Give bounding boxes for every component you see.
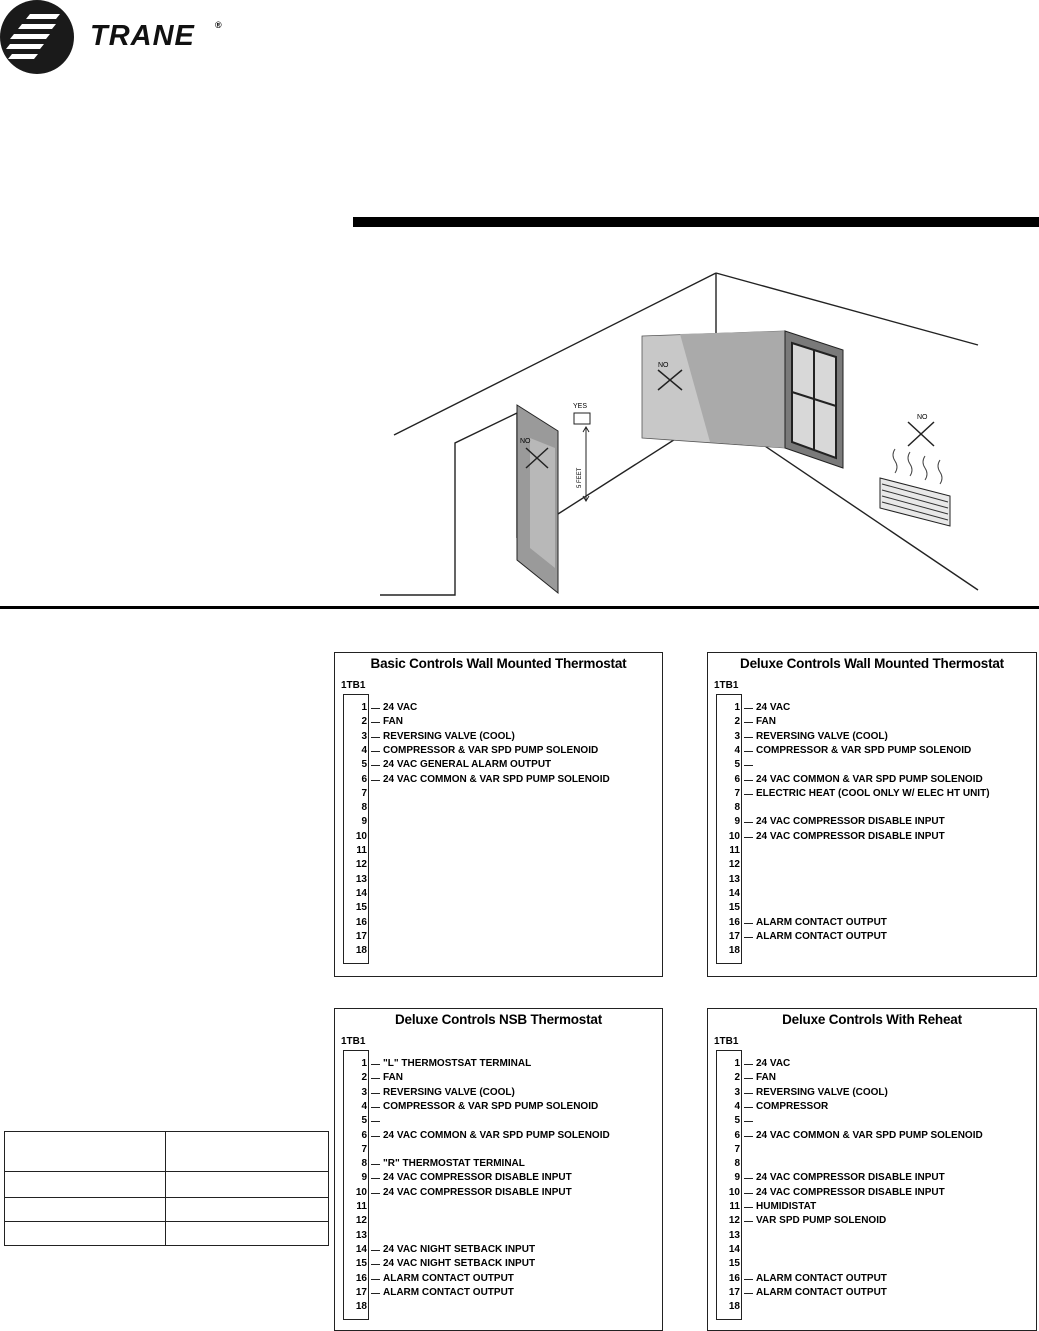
terminal-label: "R" THERMOSTAT TERMINAL [383,1158,525,1170]
terminal-number: 11 [356,845,367,856]
terminal-lead [744,1107,753,1108]
terminal-row [716,1071,1039,1085]
brand-wordmark: TRANE [90,20,195,52]
header-rule [353,217,1039,227]
table-cell [166,1222,329,1246]
terminal-row [343,1200,673,1214]
terminal-number: 12 [355,859,367,871]
table-cell [166,1172,329,1198]
terminal-label: 24 VAC COMPRESSOR DISABLE INPUT [756,1186,945,1198]
registered-mark: ® [215,20,222,30]
terminal-lead [744,937,753,938]
terminal-row [343,944,673,958]
terminal-number: 11 [729,1201,740,1212]
terminal-number: 10 [355,1186,367,1198]
terminal-label: 24 VAC [756,702,791,713]
terminal-label: 24 VAC [383,702,418,713]
terminal-number: 18 [728,945,740,957]
terminal-lead [744,1093,753,1094]
terminal-number: 2 [361,1072,367,1084]
terminal-number: 5 [734,1115,740,1127]
terminal-label: HUMIDISTAT [756,1201,817,1212]
terminal-lead [744,822,753,823]
terminal-lead [371,1178,380,1179]
terminal-row [343,758,673,772]
terminal-lead [744,737,753,738]
terminal-row [716,873,1039,887]
terminal-label: ALARM CONTACT OUTPUT [383,1286,514,1298]
terminal-lead [744,923,753,924]
terminal-label: REVERSING VALVE (COOL) [383,1086,515,1098]
terminal-label: "L" THERMOSTSAT TERMINAL [383,1058,532,1069]
terminal-row [343,1272,673,1286]
terminal-number: 17 [355,930,367,942]
terminal-lead [744,1279,753,1280]
terminal-lead [744,1136,753,1137]
terminal-number: 12 [728,859,740,871]
panel-title: Deluxe Controls NSB Thermostat [394,1012,603,1027]
terminal-lead [744,1207,753,1208]
terminal-lead [371,708,380,709]
terminal-lead [371,1064,380,1065]
terminal-number: 13 [728,1229,740,1241]
terminal-label: 24 VAC COMMON & VAR SPD PUMP SOLENOID [383,773,610,785]
terminal-row [716,1100,1039,1114]
terminal-number: 7 [361,1143,367,1155]
trane-logo-mark [0,0,74,74]
terminal-row [343,1243,673,1257]
terminal-row [716,1129,1039,1143]
terminal-number: 6 [361,1129,367,1141]
terminal-row [343,858,673,872]
terminal-number: 2 [734,716,740,728]
terminal-lead [744,780,753,781]
terminal-lead [744,837,753,838]
window-no-label: NO [658,362,669,369]
terminal-number: 2 [361,716,367,728]
terminal-row [343,744,673,758]
terminal-row [716,1243,1039,1257]
terminal-label: 24 VAC NIGHT SETBACK INPUT [383,1258,536,1270]
terminal-number: 8 [734,802,740,814]
terminal-lead [744,1078,753,1079]
terminal-number: 16 [355,916,367,928]
terminal-row [343,1229,673,1243]
terminal-label: COMPRESSOR & VAR SPD PUMP SOLENOID [756,744,972,756]
terminal-row [343,730,673,744]
terminal-row [716,730,1039,744]
terminal-lead [744,1293,753,1294]
terminal-row [716,944,1039,958]
terminal-number: 8 [361,1158,367,1170]
terminal-lead [744,1121,753,1122]
terminal-row [716,858,1039,872]
terminal-row [716,787,1039,801]
terminal-row [343,1114,673,1128]
terminal-lead [371,1078,380,1079]
terminal-row [716,930,1039,944]
terminal-label: ALARM CONTACT OUTPUT [756,930,887,942]
terminal-number: 18 [355,1301,367,1313]
terminal-number: 7 [361,787,367,799]
terminal-row [716,801,1039,815]
terminal-row [343,1100,673,1114]
terminal-lead [744,1193,753,1194]
terminal-label: 24 VAC NIGHT SETBACK INPUT [383,1243,536,1255]
terminal-number: 3 [734,1086,740,1098]
panel-title: Basic Controls Wall Mounted Thermostat [370,656,627,671]
terminal-lead [744,1221,753,1222]
terminal-row [716,815,1039,829]
terminal-number: 9 [734,1172,740,1184]
terminal-number: 6 [734,773,740,785]
terminal-lead [371,1250,380,1251]
terminal-lead [371,737,380,738]
terminal-row [343,830,673,844]
terminal-number: 15 [728,1258,740,1270]
terminal-label: 24 VAC COMPRESSOR DISABLE INPUT [383,1172,572,1184]
terminal-number: 1 [734,1058,740,1069]
terminal-row [343,1186,673,1200]
terminal-lead [371,1164,380,1165]
terminal-row [716,1214,1039,1228]
terminal-number: 8 [361,802,367,814]
terminal-number: 18 [728,1301,740,1313]
terminal-row [716,1157,1039,1171]
terminal-row [716,901,1039,915]
terminal-row [343,901,673,915]
terminal-lead [371,780,380,781]
terminal-number: 12 [355,1215,367,1227]
terminal-label: ALARM CONTACT OUTPUT [756,916,887,928]
panel-basic-wall-thermostat [334,652,663,977]
terminal-label: FAN [756,716,776,728]
terminal-lead [744,794,753,795]
terminal-number: 7 [734,1143,740,1155]
terminal-number: 10 [728,1186,740,1198]
terminal-lead [371,1279,380,1280]
table-cell [5,1172,166,1198]
terminal-row [716,1114,1039,1128]
terminal-number: 17 [728,1286,740,1298]
terminal-number: 4 [361,744,367,756]
terminal-number: 8 [734,1158,740,1170]
terminal-row [716,844,1039,858]
terminal-number: 15 [355,1258,367,1270]
terminal-row [716,1057,1039,1071]
terminal-label: 24 VAC COMMON & VAR SPD PUMP SOLENOID [756,773,983,785]
terminal-row [343,1214,673,1228]
terminal-row [343,701,673,715]
terminal-label: REVERSING VALVE (COOL) [756,1086,888,1098]
terminal-lead [744,751,753,752]
thermostat-yes-icon [574,413,590,424]
terminal-label: FAN [383,1072,403,1084]
terminal-label: ELECTRIC HEAT (COOL ONLY W/ ELEC HT UNIT) [756,787,990,799]
table-cell [5,1222,166,1246]
terminal-block-label: 1TB1 [341,680,366,691]
terminal-label: REVERSING VALVE (COOL) [383,730,515,742]
five-feet-label: 5 FEET [577,467,583,488]
terminal-row [343,844,673,858]
terminal-row [716,1186,1039,1200]
terminal-number: 3 [361,1086,367,1098]
heater-no-cross [908,422,934,446]
heater-no-label: NO [917,414,928,421]
terminal-row [716,1257,1039,1271]
terminal-lead [371,1093,380,1094]
terminal-number: 13 [355,1229,367,1241]
terminal-number: 3 [361,730,367,742]
panel-deluxe-nsb-thermostat [334,1008,663,1331]
table-cell [5,1198,166,1222]
terminal-label: VAR SPD PUMP SOLENOID [756,1215,887,1227]
terminal-row [343,773,673,787]
terminal-row [343,1057,673,1071]
terminal-number: 1 [734,702,740,713]
trane-logo [0,0,230,74]
panel-deluxe-with-reheat [707,1008,1037,1331]
terminal-label: 24 VAC COMMON & VAR SPD PUMP SOLENOID [383,1129,610,1141]
terminal-number: 1 [361,1058,367,1069]
terminal-number: 17 [728,930,740,942]
terminal-number: 14 [728,1243,740,1255]
terminal-row [343,1257,673,1271]
yes-label: YES [573,403,588,410]
terminal-number: 4 [361,1100,367,1112]
terminal-number: 4 [734,1100,740,1112]
terminal-lead [371,751,380,752]
terminal-row [716,1286,1039,1300]
terminal-number: 14 [728,887,740,899]
panel-deluxe-wall-thermostat [707,652,1037,977]
terminal-label: 24 VAC COMPRESSOR DISABLE INPUT [383,1186,572,1198]
terminal-number: 18 [355,945,367,957]
terminal-number: 13 [355,873,367,885]
terminal-number: 11 [356,1201,367,1212]
terminal-number: 6 [361,773,367,785]
terminal-lead [371,1121,380,1122]
terminal-lead [371,1193,380,1194]
terminal-row [716,701,1039,715]
terminal-label: 24 VAC COMPRESSOR DISABLE INPUT [756,1172,945,1184]
terminal-row [343,801,673,815]
terminal-number: 9 [361,1172,367,1184]
terminal-number: 16 [355,1272,367,1284]
terminal-label: 24 VAC COMPRESSOR DISABLE INPUT [756,816,945,828]
terminal-number: 7 [734,787,740,799]
terminal-lead [371,765,380,766]
terminal-lead [371,1293,380,1294]
terminal-lead [371,1136,380,1137]
terminal-row [343,1157,673,1171]
terminal-number: 10 [355,830,367,842]
terminal-number: 17 [355,1286,367,1298]
terminal-lead [371,1107,380,1108]
terminal-row [716,1171,1039,1185]
terminal-label: FAN [756,1072,776,1084]
terminal-label: COMPRESSOR & VAR SPD PUMP SOLENOID [383,1100,599,1112]
terminal-label: REVERSING VALVE (COOL) [756,730,888,742]
terminal-label: 24 VAC COMMON & VAR SPD PUMP SOLENOID [756,1129,983,1141]
terminal-row [716,758,1039,772]
terminal-row [343,1286,673,1300]
terminal-label: COMPRESSOR & VAR SPD PUMP SOLENOID [383,744,599,756]
terminal-row [343,787,673,801]
thermostat-placement-illustration [380,268,1039,598]
terminal-row [716,1086,1039,1100]
terminal-block-label: 1TB1 [341,1036,366,1047]
panel-title: Deluxe Controls Wall Mounted Thermostat [740,656,1004,671]
section-rule [0,606,1039,609]
terminal-number: 3 [734,730,740,742]
terminal-number: 15 [728,902,740,914]
terminal-number: 9 [734,816,740,828]
terminal-number: 13 [728,873,740,885]
terminal-label: ALARM CONTACT OUTPUT [756,1272,887,1284]
terminal-block-label: 1TB1 [714,680,739,691]
terminal-row [343,1171,673,1185]
terminal-number: 1 [361,702,367,713]
panel-title: Deluxe Controls With Reheat [782,1012,962,1027]
terminal-number: 6 [734,1129,740,1141]
terminal-row [343,1129,673,1143]
terminal-lead [744,1064,753,1065]
terminal-lead [371,1264,380,1265]
terminal-row [343,887,673,901]
terminal-row [716,744,1039,758]
terminal-row [343,1086,673,1100]
terminal-label: ALARM CONTACT OUTPUT [383,1272,514,1284]
terminal-number: 14 [355,1243,367,1255]
terminal-number: 12 [728,1215,740,1227]
terminal-row [716,1300,1039,1314]
terminal-row [716,1272,1039,1286]
terminal-label: 24 VAC GENERAL ALARM OUTPUT [383,759,552,771]
terminal-row [716,830,1039,844]
terminal-label: ALARM CONTACT OUTPUT [756,1286,887,1298]
terminal-row [716,1200,1039,1214]
terminal-row [343,1143,673,1157]
terminal-row [343,715,673,729]
terminal-lead [744,1178,753,1179]
empty-table [4,1131,329,1246]
terminal-row [343,930,673,944]
terminal-number: 5 [734,759,740,771]
terminal-number: 5 [361,1115,367,1127]
terminal-row [343,916,673,930]
terminal-number: 9 [361,816,367,828]
terminal-label: FAN [383,716,403,728]
terminal-row [716,1229,1039,1243]
terminal-block-label: 1TB1 [714,1036,739,1047]
terminal-row [716,916,1039,930]
terminal-number: 16 [728,916,740,928]
terminal-row [716,773,1039,787]
terminal-number: 2 [734,1072,740,1084]
terminal-row [343,815,673,829]
terminal-number: 16 [728,1272,740,1284]
terminal-row [343,1071,673,1085]
terminal-label: 24 VAC [756,1058,791,1069]
terminal-number: 15 [355,902,367,914]
terminal-label: COMPRESSOR [756,1100,829,1112]
terminal-lead [744,765,753,766]
terminal-lead [744,722,753,723]
terminal-number: 14 [355,887,367,899]
terminal-number: 5 [361,759,367,771]
baseboard-heater [880,449,950,526]
terminal-lead [744,708,753,709]
terminal-row [716,887,1039,901]
terminal-number: 11 [729,845,740,856]
left-door-frame [380,413,517,595]
terminal-number: 4 [734,744,740,756]
terminal-row [716,715,1039,729]
door-no-label: NO [520,438,531,445]
terminal-label: 24 VAC COMPRESSOR DISABLE INPUT [756,830,945,842]
terminal-row [343,873,673,887]
table-cell [166,1198,329,1222]
terminal-row [343,1300,673,1314]
terminal-number: 10 [728,830,740,842]
terminal-row [716,1143,1039,1157]
table-cell [5,1132,166,1172]
table-cell [166,1132,329,1172]
terminal-lead [371,722,380,723]
